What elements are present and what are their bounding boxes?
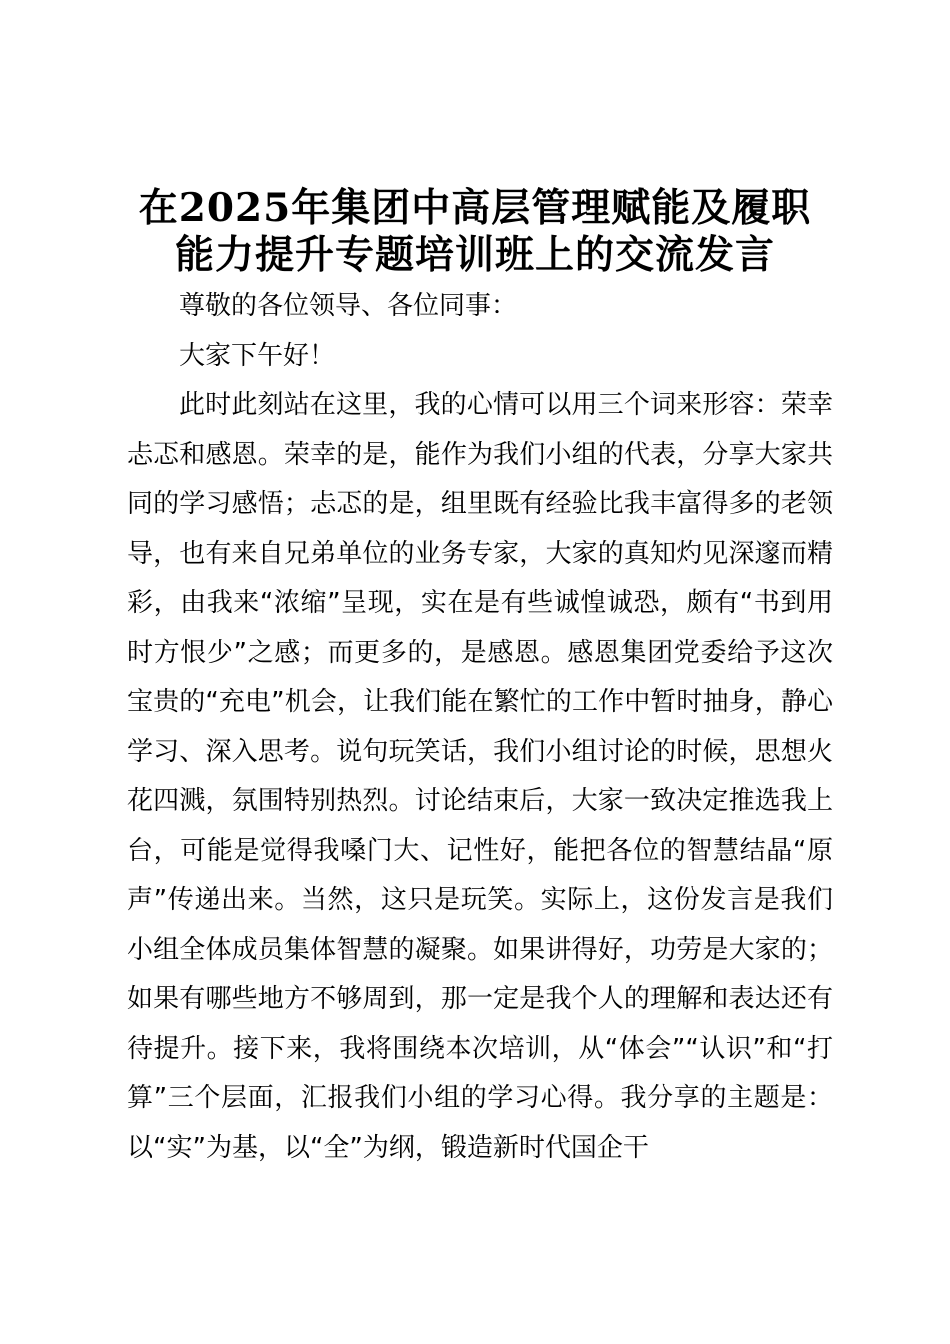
title-line-2: 能力提升专题培训班上的交流发言 xyxy=(174,232,775,278)
salutation: 尊敬的各位领导、各位同事： xyxy=(179,291,518,321)
greeting: 大家下午好！ xyxy=(179,340,336,371)
paragraph-1: 此时此刻站在这里，我的心情可以用三个词来形容：荣幸忐忑和感恩。荣幸的是，能作为我们小组的代表，分享大家共同的学习感悟；忐忑的是，组里既有经验比我丰富得多的老领导，也有来自兄弟单位的业务专家，大家的真知灼见深邃而精彩，由我来“浓缩”呈现，实在是有些诚惶诚恐，颇有“书到用时方恨少”之感；而更多的，是感恩。感恩集团党委给予这次宝贵的“充电”机会，让我们能在繁忙的工作中暂时抽身，静心学习、深入思考。说句玩笑话，我们小组讨论的时候，思想火花四溅，氛围特别热烈。讨论结束后，大家一致决定推选我上台，可能是觉得我嗓门大、记性好，能把各位的智慧结晶“原声”传递出来。当然，这只是玩笑。实际上，这份发言是我们小组全体成员集体智慧的凝聚。如果讲得好，功劳是大家的；如果有哪些地方不够周到，那一定是我个人的理解和表达还有待提升。接下来，我将围绕本次培训，从“体会”“认识”和“打算”三个层面，汇报我们小组的学习心得。我分享的主题是：以“实”为基，以“全”为纲，锻造新时代国企干 xyxy=(127,390,833,1163)
title-line-1: 在2025年集团中高层管理赋能及履职 xyxy=(138,185,812,231)
document-body xyxy=(127,282,833,1173)
document-title xyxy=(100,185,850,279)
